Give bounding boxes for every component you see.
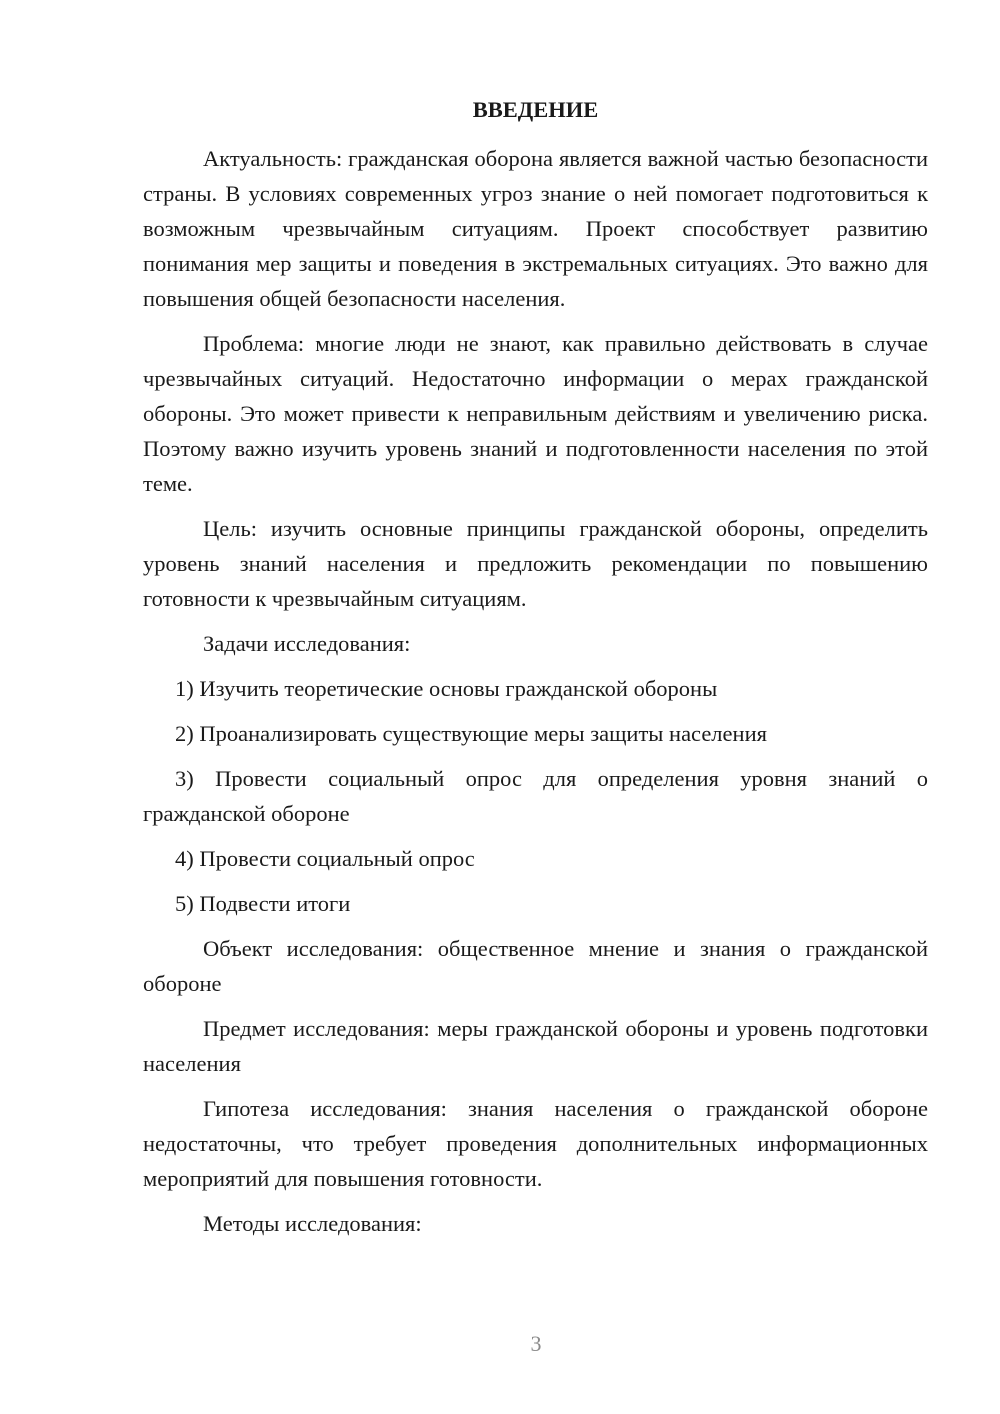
paragraph-goal: Цель: изучить основные принципы гражданской обороны, определить уровень знаний населения и предложить рекомендации по повышению готовности к чрезвычайным ситуациям. [143, 516, 928, 611]
page-number: 3 [530, 1331, 542, 1356]
paragraph-subject: Предмет исследования: меры гражданской обороны и уровень подготовки населения [143, 1016, 928, 1076]
tasks-list [143, 671, 928, 921]
document-page [143, 92, 928, 1251]
methods-title: Методы исследования: [203, 1211, 422, 1236]
paragraph-hypothesis: Гипотеза исследования: знания населения о гражданской обороне недостаточны, что требует проведения дополнительных информационных мероприятий для повышения готовности. [143, 1096, 928, 1191]
paragraph-problem: Проблема: многие люди не знают, как правильно действовать в случае чрезвычайных ситуаций. Недостаточно информации о мерах гражданской обороны. Это может привести к неправильным действиям и увеличению риска. Поэтому важно изучить уровень знаний и подготовленности населения по этой теме. [143, 331, 928, 496]
paragraph-object: Объект исследования: общественное мнение и знания о гражданской обороне [143, 936, 928, 996]
list-item: 5) Подвести итоги [175, 891, 351, 916]
tasks-title: Задачи исследования: [203, 631, 411, 656]
list-item: 1) Изучить теоретические основы гражданской обороны [175, 676, 718, 701]
paragraph-relevance: Актуальность: гражданская оборона является важной частью безопасности страны. В условиях современных угроз знание о ней помогает подготовиться к возможным чрезвычайным ситуациям. Проект способствует развитию понимания мер защиты и поведения в экстремальных ситуациях. Это важно для повышения общей безопасности населения. [143, 146, 928, 311]
list-item: 3) Провести социальный опрос для определения уровня знаний о гражданской обороне [143, 766, 928, 826]
list-item: 4) Провести социальный опрос [175, 846, 475, 871]
list-item: 2) Проанализировать существующие меры защиты населения [175, 721, 767, 746]
page-heading: ВВЕДЕНИЕ [472, 97, 599, 122]
